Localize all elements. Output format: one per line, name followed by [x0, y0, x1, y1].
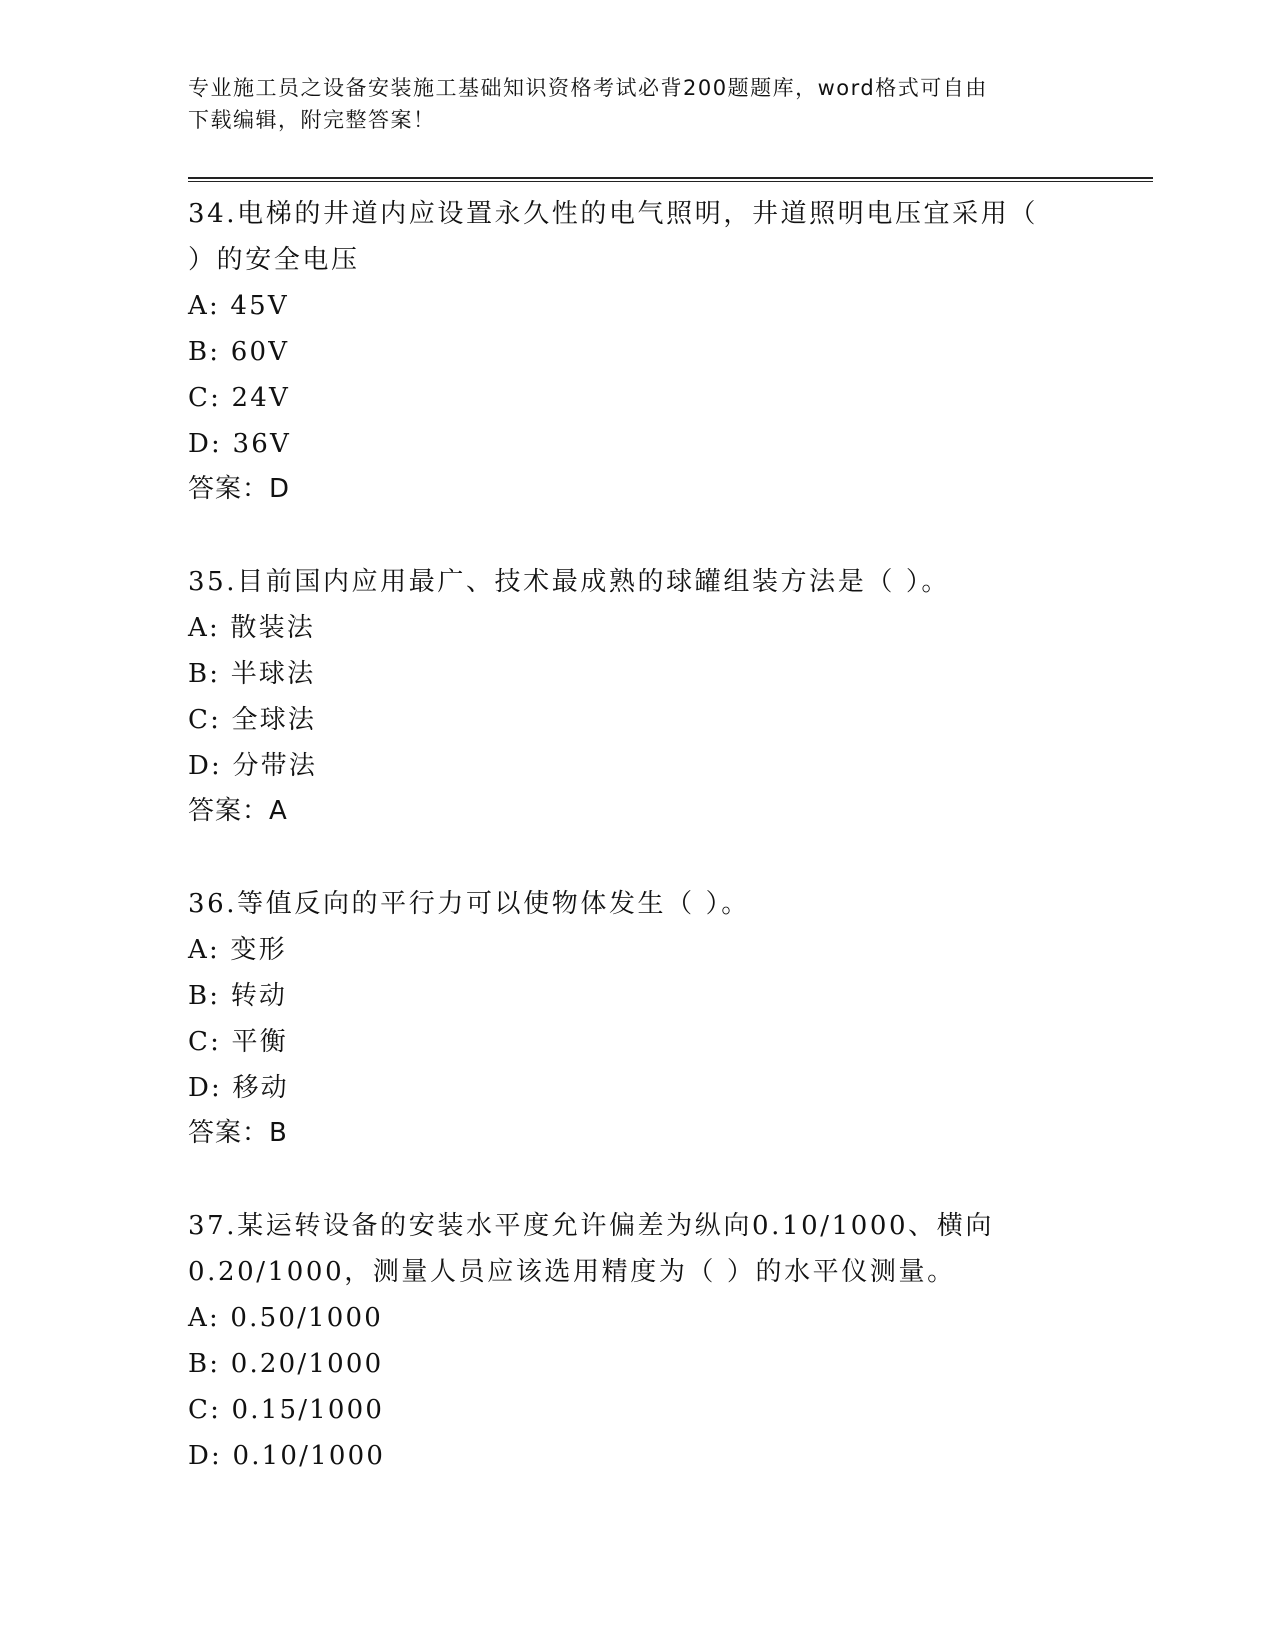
question-spacer: [188, 511, 1153, 559]
question-stem: 35.目前国内应用最广、技术最成熟的球罐组装方法是（ ）。: [188, 567, 951, 597]
question-spacer: [188, 1155, 1153, 1203]
question-stem: 37.某运转设备的安装水平度允许偏差为纵向0.10/1000、横向: [188, 1211, 994, 1241]
question-stem: 36.等值反向的平行力可以使物体发生（ ）。: [188, 889, 750, 919]
question-37: [188, 1203, 1153, 1479]
option-b: B: 60V: [188, 337, 290, 367]
question-35: [188, 559, 1153, 833]
option-d: D: 36V: [188, 429, 291, 459]
option-a: A: 45V: [188, 291, 289, 321]
question-stem: 34.电梯的井道内应设置永久性的电气照明，井道照明电压宜采用（: [188, 199, 1038, 229]
header-line: 专业施工员之设备安装施工基础知识资格考试必背200题题库，word格式可自由: [188, 76, 988, 100]
option-c: C: 全球法: [188, 705, 317, 735]
option-d: D: 分带法: [188, 751, 318, 781]
option-a: A: 0.50/1000: [188, 1303, 384, 1333]
option-a: A: 变形: [188, 935, 287, 965]
answer-line: 答案：B: [188, 1118, 288, 1148]
option-c: C: 平衡: [188, 1027, 288, 1057]
option-c: C: 0.15/1000: [188, 1395, 385, 1425]
question-34: [188, 191, 1153, 511]
header-divider: [188, 177, 1153, 182]
question-stem: 0.20/1000，测量人员应该选用精度为（ ）的水平仪测量。: [188, 1257, 956, 1287]
option-b: B: 转动: [188, 981, 288, 1011]
question-spacer: [188, 833, 1153, 881]
document-header: [188, 72, 1068, 136]
option-d: D: 0.10/1000: [188, 1441, 386, 1471]
header-line: 下载编辑，附完整答案！: [188, 108, 436, 132]
answer-line: 答案：A: [188, 796, 288, 826]
question-36: [188, 881, 1153, 1155]
answer-line: 答案：D: [188, 474, 291, 504]
question-list: [188, 191, 1153, 1479]
option-b: B: 半球法: [188, 659, 316, 689]
option-d: D: 移动: [188, 1073, 289, 1103]
option-c: C: 24V: [188, 383, 290, 413]
option-a: A: 散装法: [188, 613, 316, 643]
question-stem: ）的安全电压: [188, 245, 360, 275]
option-b: B: 0.20/1000: [188, 1349, 384, 1379]
